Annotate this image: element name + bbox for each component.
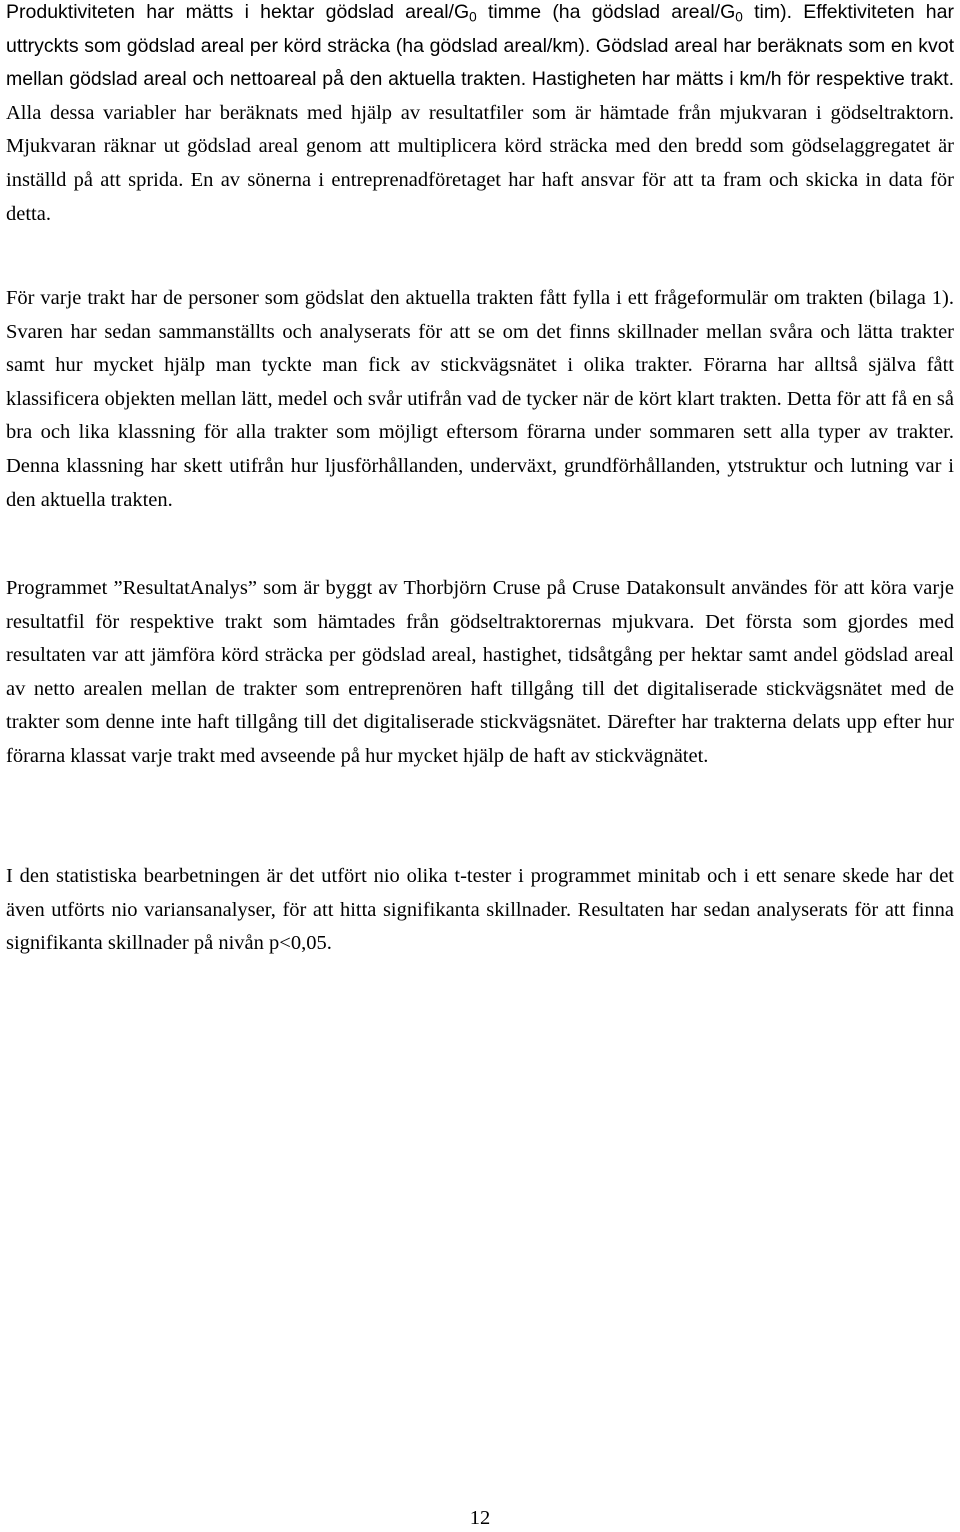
paragraph-productivity bbox=[6, 0, 954, 231]
page-number: 12 bbox=[469, 1507, 491, 1529]
paragraph-productivity-part-b: Alla dessa variabler har beräknats med hjälp av resultatfiler som är hämtade från mjukvaran i gödseltraktorn. Mjukvaran räknar ut gödslad areal genom att multiplicera körd sträcka med den bredd som gödselaggregatet är inställd på att sprida. En av sönerna i entreprenadföretaget har haft ansvar för att ta fram och skicka in data för detta. bbox=[6, 101, 954, 225]
paragraph-resultatanalys: Programmet ”ResultatAnalys” som är byggt av Thorbjörn Cruse på Cruse Datakonsult användes för att köra varje resultatfil för respektive trakt som hämtades från gödseltraktorernas mjukvara. Det första som gjordes med resultaten var att jämföra körd sträcka per gödslad areal, hastighet, tidsåtgång per hektar samt andel gödslad areal av netto arealen mellan de trakter som entreprenören haft tillgång till det digitaliserade stickvägsnätet med de trakter som denne inte haft tillgång till det digitaliserade stickvägsnätet. Därefter har trakterna delats upp efter hur förarna klassat varje trakt med avseende på hur mycket hjälp de haft av stickvägnätet. bbox=[6, 577, 954, 767]
subscript-g0: 0 bbox=[735, 9, 743, 25]
paragraph-questionnaire: För varje trakt har de personer som gödslat den aktuella trakten fått fylla i ett frågeformulär om trakten (bilaga 1). Svaren har sedan sammanställts och analyserats för att se om det finns skillnader mellan svåra och lätta trakter samt hur mycket hjälp man tyckte man fick av stickvägsnätet i olika trakter. Förarna har alltså själva fått klassificera objekten mellan lätt, medel och svår utifrån vad de tycker när de kört klart trakten. Detta för att få en så bra och lika klassning för alla trakter som möjligt eftersom förarna under sommaren sett alla typer av trakter. Denna klassning har skett utifrån hur ljusförhållanden, underväxt, grundförhållanden, ytstruktur och lutning var i den aktuella trakten. bbox=[6, 287, 954, 511]
subscript-g0: 0 bbox=[469, 9, 477, 25]
paragraph-productivity-part-a: Produktiviteten har mätts i hektar gödslad areal/$G_0$ timme (ha gödslad areal/$G_0$ tim). Effektiviteten har uttryckts som gödslad areal per körd sträcka (ha gödslad areal/km). Gödslad areal har beräknats som en kvot mellan gödslad areal och nettoareal på den aktuella trakten. Hastigheten har mätts i km/h för respektive trakt. bbox=[6, 1, 954, 91]
paragraph-statistics: I den statistiska bearbetningen är det utfört nio olika t-tester i programmet minitab och i ett senare skede har det även utförts nio variansanalyser, för att hitta signifikanta skillnader. Resultaten har sedan analyserats för att finna signifikanta skillnader på nivån p<0,05. bbox=[6, 865, 954, 955]
